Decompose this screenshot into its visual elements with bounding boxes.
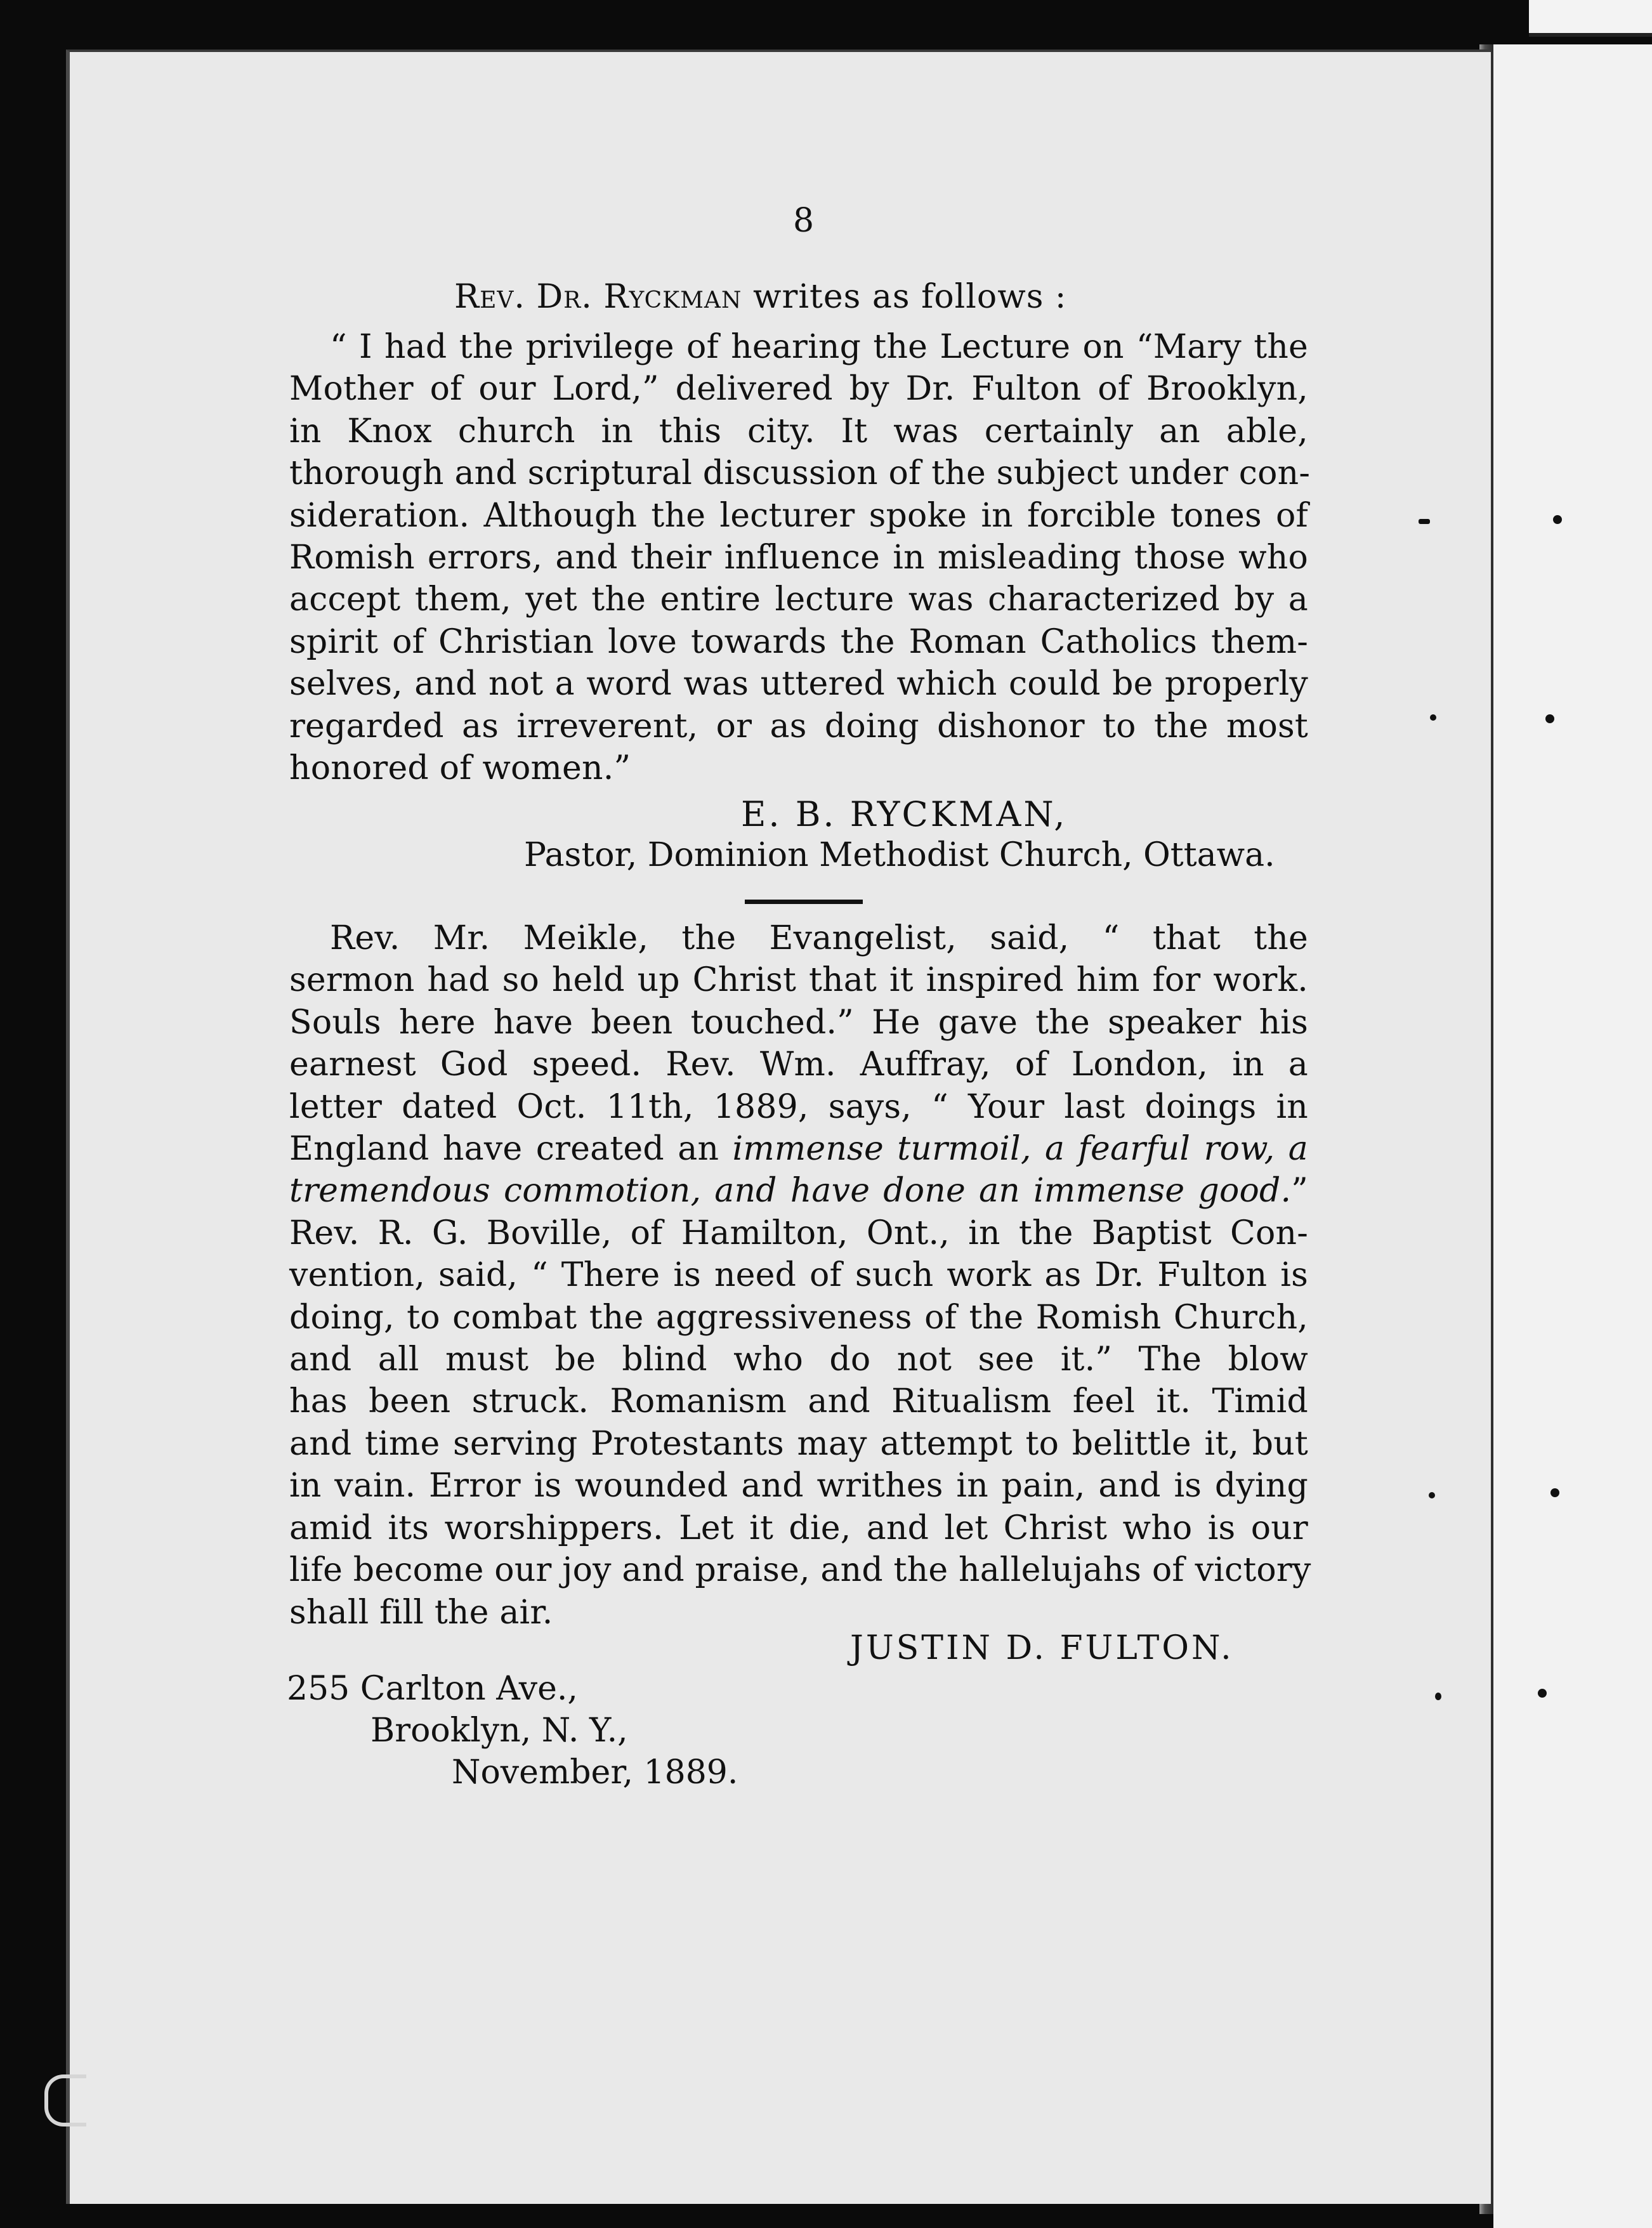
signature-ryckman-title: Pastor, Dominion Methodist Church, Ottawa. — [524, 836, 1275, 874]
text-line: vention, said, “ There is need of such work as Dr. Fulton is — [289, 1256, 1308, 1295]
address-city: Brooklyn, N. Y., — [370, 1712, 628, 1750]
text-line: has been struck. Romanism and Ritualism feel it. Timid — [289, 1382, 1308, 1421]
text-line: sermon had so held up Christ that it inspired him for work. — [289, 961, 1308, 1000]
margin-speck — [1545, 714, 1554, 723]
text-plain: England have created an — [289, 1130, 733, 1169]
text-line: Mother of our Lord,” delivered by Dr. Fulton of Brooklyn, — [289, 370, 1308, 409]
letter-ryckman-body — [289, 326, 1311, 789]
text-line: Souls here have been touched.” He gave the speaker his — [289, 1003, 1308, 1042]
section-divider — [745, 900, 863, 904]
margin-speck — [1435, 1693, 1441, 1700]
section-heading — [454, 278, 1066, 316]
text-line: amid its worshippers. Let it die, and let Christ who is our — [289, 1509, 1308, 1547]
heading-name: Rev. Dr. Ryckman — [454, 278, 742, 316]
letter-fulton-body — [289, 917, 1311, 1634]
text-line — [289, 1128, 1308, 1170]
text-line: in vain. Error is wounded and writhes in pain, and is dying — [289, 1467, 1308, 1505]
scan-margin-right — [1493, 44, 1652, 2228]
text-line: spirit of Christian love towards the Roman Catholics them- — [289, 622, 1308, 661]
scan-clip-mark — [44, 2074, 86, 2126]
margin-speck — [1419, 519, 1430, 524]
text-line: selves, and not a word was uttered which could be properly — [289, 665, 1308, 704]
text-line: in Knox church in this city. It was certainly an able, — [289, 412, 1308, 450]
text-italic: tremendous commotion, and have done an immense good. — [289, 1172, 1292, 1210]
text-line: life become our joy and praise, and the hallelujahs of victory — [289, 1551, 1311, 1590]
text-line: earnest God speed. Rev. Wm. Auffray, of London, in a — [289, 1045, 1308, 1084]
text-line: shall fill the air. — [289, 1593, 553, 1632]
text-line: accept them, yet the entire lecture was characterized by a — [289, 580, 1308, 619]
text-italic: immense turmoil, a fearful row, a — [732, 1130, 1308, 1169]
heading-text: writes as follows : — [742, 278, 1067, 316]
address-date: November, 1889. — [452, 1753, 738, 1792]
margin-speck — [1429, 1492, 1435, 1498]
page-number: 8 — [793, 202, 815, 240]
address-street: 255 Carlton Ave., — [287, 1670, 578, 1708]
text-line — [289, 1170, 1308, 1212]
signature-ryckman: E. B. RYCKMAN, — [741, 794, 1068, 834]
text-plain: ” — [1291, 1172, 1308, 1210]
margin-speck — [1553, 515, 1562, 524]
text-line: honored of women.” — [289, 749, 631, 788]
scan-border-top-right — [1529, 0, 1652, 37]
text-line: “ I had the privilege of hearing the Lecture on “Mary the — [330, 328, 1308, 366]
text-line: sideration. Although the lecturer spoke in forcible tones of — [289, 496, 1308, 535]
text-line: and time serving Protestants may attempt to belittle it, but — [289, 1424, 1308, 1463]
text-line: Rev. Mr. Meikle, the Evangelist, said, “ that the — [330, 919, 1308, 957]
text-line: thorough and scriptural discussion of the subject under con- — [289, 454, 1311, 493]
margin-speck — [1538, 1689, 1547, 1698]
signature-fulton: JUSTIN D. FULTON. — [850, 1629, 1234, 1667]
margin-speck — [1550, 1488, 1559, 1497]
margin-speck — [1430, 714, 1436, 721]
text-line: letter dated Oct. 11th, 1889, says, “ Your last doings in — [289, 1087, 1308, 1126]
text-line: doing, to combat the aggressiveness of the Romish Church, — [289, 1298, 1308, 1337]
text-line: regarded as irreverent, or as doing dishonor to the most — [289, 707, 1308, 745]
text-line: and all must be blind who do not see it.” The blow — [289, 1340, 1308, 1379]
text-line: Romish errors, and their influence in misleading those who — [289, 539, 1308, 577]
text-line: Rev. R. G. Boville, of Hamilton, Ont., in the Baptist Con- — [289, 1214, 1308, 1252]
